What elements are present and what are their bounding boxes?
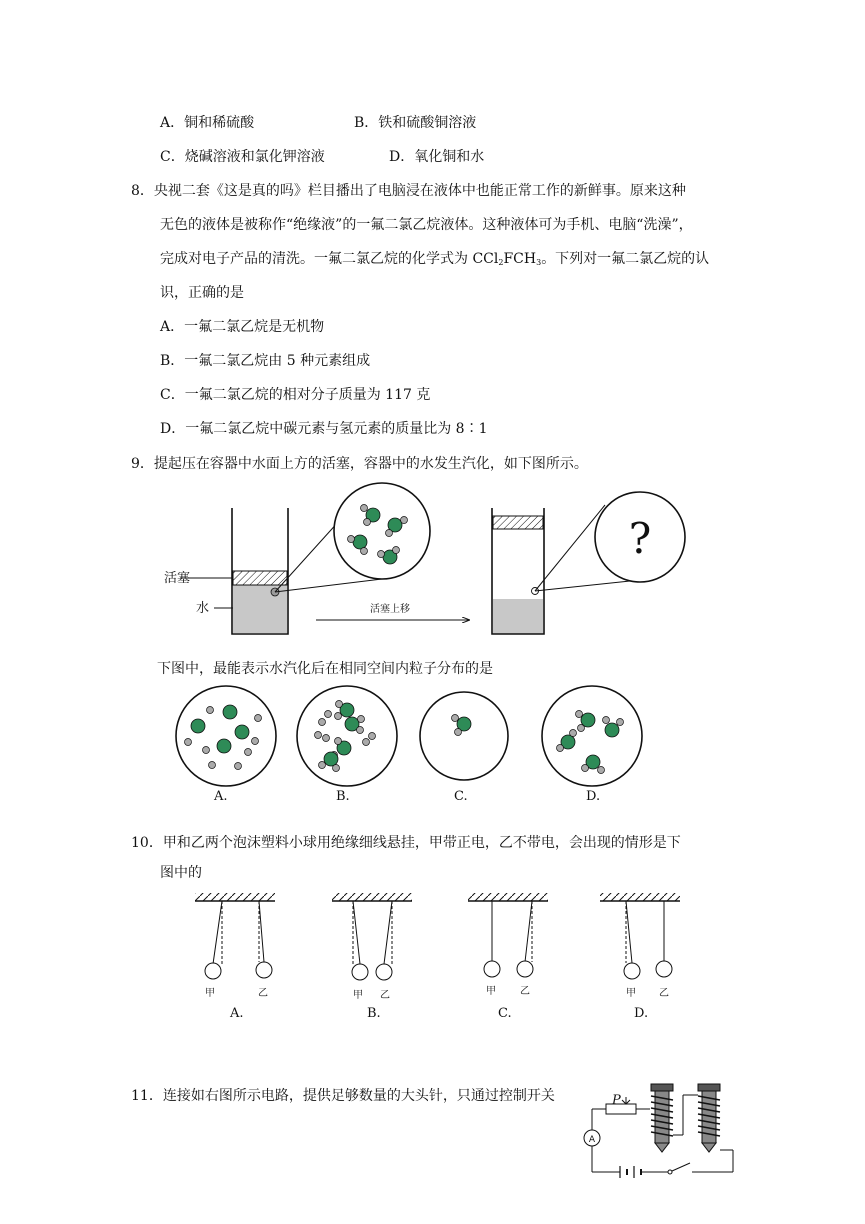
q8-stem-line3: 完成对电子产品的清洗。一氟二氯乙烷的化学式为 $CCl_2FCH_3$。下列对一氟二氯乙烷的认 [160,251,710,267]
label-piston: 活塞 [164,571,191,586]
ball-yi-label: 乙 [520,986,530,997]
electromagnet-left [651,1084,673,1152]
question-mark: ? [628,514,652,563]
q7-option-d: D．氧化铜和水 [389,149,485,165]
ball-jia-label: 甲 [353,990,363,1001]
q8-option-a: A．一氟二氯乙烷是无机物 [160,319,325,335]
choice-d-label: D. [586,789,601,804]
choice-a-label: A. [230,1006,244,1021]
q7-option-a: A．铜和稀硫酸 [160,115,255,131]
ball-yi-label: 乙 [258,988,268,999]
label-p: P [612,1093,621,1108]
q7-option-c: C．烧碱溶液和氯化钾溶液 [160,149,325,165]
q8-formula-sub1: 2 [498,258,504,267]
switch [668,1170,672,1174]
ball-yi-label: 乙 [659,988,669,999]
ball-jia-label: 甲 [205,988,215,999]
choice-c-label: C. [498,1006,512,1021]
q10-stem-line1: 10．甲和乙两个泡沫塑料小球用绝缘细线悬挂，甲带正电，乙不带电，会出现的情形是下 [131,835,681,851]
label-water: 水 [196,601,210,616]
ball-yi-label: 乙 [380,990,390,1001]
q8-formula-sub2: 3 [536,258,542,267]
q7-option-b: B．铁和硫酸铜溶液 [354,115,477,131]
choice-a-label: A. [214,789,228,804]
rheostat [606,1104,636,1114]
q10-stem-line2: 图中的 [160,865,202,881]
choice-c-label: C. [454,789,468,804]
q8-stem-line2: 无色的液体是被称作“绝缘液”的一氟二氯乙烷液体。这种液体可为手机、电脑“洗澡”， [160,217,693,233]
q8-stem-line4: 识，正确的是 [160,285,244,301]
q9-stem: 9．提起压在容器中水面上方的活塞，容器中的水发生汽化，如下图所示。 [131,456,588,472]
q8-option-d: D．一氟二氯乙烷中碳元素与氢元素的质量比为 8∶1 [160,421,488,437]
choice-b-label: B. [336,789,350,804]
q8-option-b: B．一氟二氯乙烷由 5 种元素组成 [160,353,371,369]
choice-b-label: B. [367,1006,381,1021]
q9-sub-stem: 下图中，最能表示水汽化后在相同空间内粒子分布的是 [157,661,493,677]
q11-stem-line1: 11．连接如右图所示电路，提供足够数量的大头针，只通过控制开关 [131,1088,555,1104]
q8-stem-line1: 8．央视二套《这是真的吗》栏目播出了电脑浸在液体中也能正常工作的新鲜事。原来这种 [131,183,686,199]
ball-jia-label: 甲 [626,988,636,999]
electromagnet-right [698,1084,720,1152]
choice-d-label: D. [634,1006,649,1021]
label-ammeter: A [588,1135,596,1145]
arrow-label: 活塞上移 [370,604,410,615]
q8-option-c: C．一氟二氯乙烷的相对分子质量为 117 克 [160,387,431,403]
ball-jia-label: 甲 [486,986,496,997]
